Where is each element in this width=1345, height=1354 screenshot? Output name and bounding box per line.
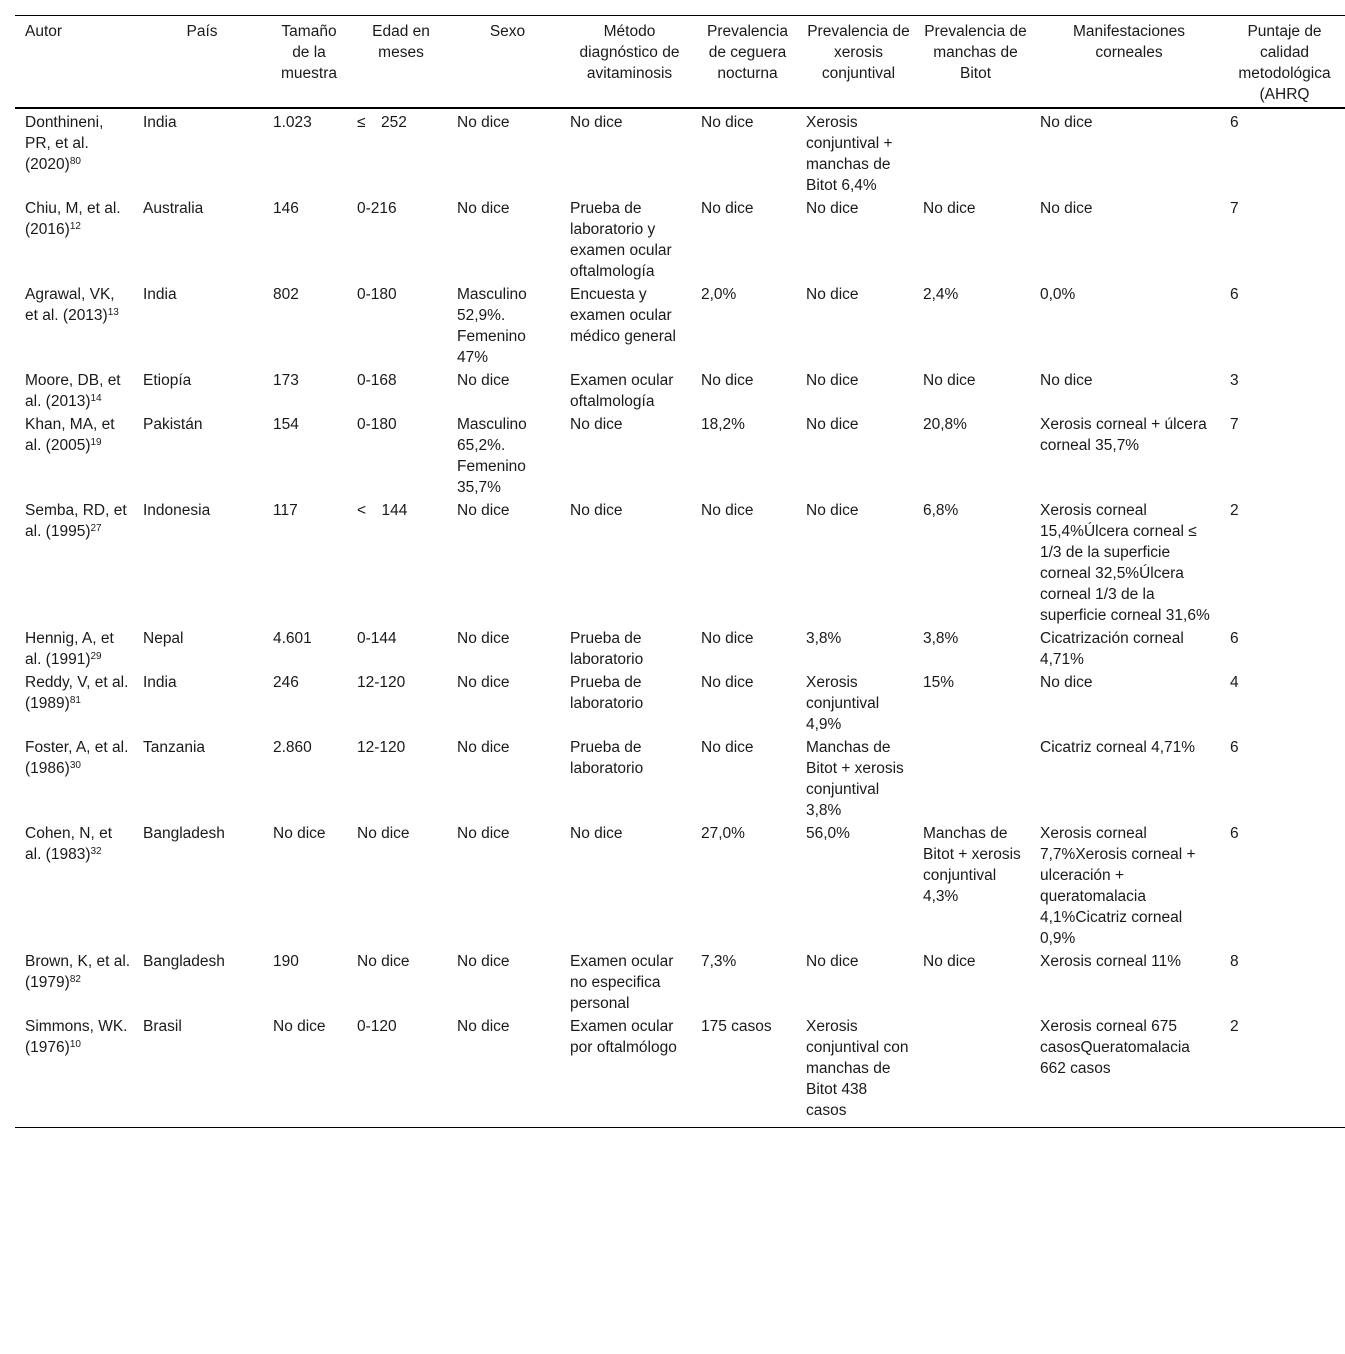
header-pais: País [137,16,267,109]
reference-number: 81 [69,695,81,706]
cell-metodo: Prueba de laboratorio [570,630,644,668]
table-row [15,498,1345,626]
cell-metodo: Examen ocular por oftalmólogo [564,1014,695,1128]
table-row [15,821,1345,949]
cell-edad: ≤ 252 [357,114,407,131]
reference-number: 32 [90,846,102,857]
cell-autor [15,626,137,670]
reference-number: 12 [69,221,81,232]
cell-ceguera: No dice [701,200,754,217]
author-name: Simmons, WK. (1976) [25,1018,128,1056]
cell-corneales: Xerosis corneal 7,7%Xerosis corneal + ulceración + queratomalacia 4,1%Cicatriz corneal 0,9% [1040,825,1196,947]
cell-metodo: Encuesta y examen ocular médico general [570,286,676,345]
cell-ahrq: 6 [1230,114,1239,131]
cell-pais: Bangladesh [143,953,225,970]
cell-edad: 0-180 [357,286,397,303]
header-corneales: Manifestaciones corneales [1034,16,1224,109]
cell-bitot: 2,4% [923,286,959,303]
cell-corneales: Xerosis corneal 11% [1040,953,1182,970]
cell-corneales: No dice [1040,200,1093,217]
cell-metodo: Examen ocular oftalmología [570,372,674,410]
cell-metodo: No dice [570,416,623,433]
author-name: Semba, RD, et al. (1995) [25,502,127,540]
cell-ahrq: 6 [1230,739,1239,756]
header-xerosis: Prevalencia de xerosis conjuntival [800,16,917,109]
cell-corneales: 0,0% [1040,286,1076,303]
cell-autor [15,412,137,498]
cell-ahrq: 6 [1230,825,1239,842]
cell-edad: 0-120 [351,1014,451,1128]
cell-autor [15,735,137,821]
reference-number: 13 [107,307,119,318]
cell-pais: Pakistán [143,416,203,433]
table-row [15,1014,1345,1128]
cell-bitot [917,108,1034,196]
header-sexo: Sexo [451,16,564,109]
cell-edad: < 144 [357,502,408,519]
cell-ceguera: 27,0% [701,825,745,842]
cell-muestra: 190 [273,953,299,970]
cell-bitot: 20,8% [923,416,967,433]
cell-autor [15,1014,137,1128]
cell-sexo: No dice [457,953,510,970]
cell-bitot: 3,8% [923,630,959,647]
cell-xerosis: Xerosis conjuntival + manchas de Bitot 6,4% [806,114,893,194]
cell-sexo: No dice [457,825,510,842]
author-name: Hennig, A, et al. (1991) [25,630,114,668]
cell-muestra: 802 [273,286,299,303]
reference-number: 14 [90,393,102,404]
table-row [15,196,1345,282]
cell-ceguera: No dice [701,372,754,389]
cell-pais: Indonesia [143,502,211,519]
cell-bitot [917,735,1034,821]
cell-autor [15,196,137,282]
cell-sexo: No dice [457,372,510,389]
cell-ahrq: 2 [1230,502,1239,519]
reference-number: 10 [69,1039,81,1050]
cell-ceguera: No dice [701,502,754,519]
cell-ahrq: 7 [1230,416,1239,433]
cell-corneales: No dice [1040,372,1093,389]
cell-muestra: 154 [273,416,299,433]
cell-ahrq: 2 [1224,1014,1345,1128]
cell-ahrq: 4 [1230,674,1239,691]
cell-bitot: No dice [923,953,976,970]
cell-ahrq: 6 [1230,630,1239,647]
cell-metodo: Prueba de laboratorio [570,739,644,777]
table-row [15,626,1345,670]
cell-edad: 0-180 [357,416,397,433]
cell-corneales: Cicatriz corneal 4,71% [1040,739,1196,756]
cell-corneales: Xerosis corneal 675 casosQueratomalacia 662 casos [1034,1014,1224,1128]
reference-number: 27 [90,523,102,534]
cell-bitot: No dice [923,200,976,217]
author-name: Cohen, N, et al. (1983) [25,825,113,863]
cell-bitot: 15% [923,674,955,691]
table-row [15,735,1345,821]
cell-edad: 12-120 [357,739,406,756]
cell-ceguera: No dice [701,674,754,691]
cell-ahrq: 8 [1230,953,1239,970]
table-body [15,108,1345,1128]
cell-xerosis: Xerosis conjuntival con manchas de Bitot 438 casos [800,1014,917,1128]
table-header [15,16,1345,109]
cell-ceguera: 2,0% [701,286,737,303]
cell-metodo: Prueba de laboratorio y examen ocular oftalmología [570,200,672,280]
table-row [15,368,1345,412]
cell-metodo: No dice [570,502,623,519]
cell-muestra: 146 [273,200,299,217]
cell-autor [15,498,137,626]
cell-muestra: 1.023 [273,114,312,131]
cell-ahrq: 3 [1230,372,1239,389]
reference-number: 30 [69,760,81,771]
cell-ceguera: No dice [701,630,754,647]
cell-sexo: No dice [457,630,510,647]
author-name: Foster, A, et al. (1986) [25,739,129,777]
cell-xerosis: 56,0% [806,825,850,842]
cell-xerosis: No dice [806,372,859,389]
cell-ceguera: No dice [701,114,754,131]
cell-xerosis: No dice [806,200,859,217]
cell-metodo: Examen ocular no especifica personal [570,953,674,1012]
table-row [15,949,1345,1014]
cell-autor [15,368,137,412]
cell-xerosis: No dice [806,286,859,303]
cell-muestra: 173 [273,372,299,389]
author-name: Chiu, M, et al. (2016) [25,200,121,238]
cell-edad: 12-120 [357,674,406,691]
cell-metodo: No dice [570,114,623,131]
cell-ceguera: No dice [701,739,754,756]
author-name: Reddy, V, et al. (1989) [25,674,129,712]
cell-xerosis: Manchas de Bitot + xerosis conjuntival 3,8% [806,739,904,819]
studies-table [15,15,1345,1128]
cell-ceguera: 18,2% [701,416,745,433]
cell-sexo: No dice [457,200,510,217]
cell-autor [15,282,137,368]
header-bitot: Prevalencia de manchas de Bitot [917,16,1034,109]
cell-pais: Australia [143,200,204,217]
header-autor: Autor [15,16,137,109]
header-metodo: Método diagnóstico de avitaminosis [564,16,695,109]
cell-metodo: No dice [570,825,623,842]
cell-muestra: 246 [273,674,299,691]
cell-muestra: No dice [267,1014,351,1128]
cell-pais: Nepal [143,630,184,647]
cell-corneales: Xerosis corneal + úlcera corneal 35,7% [1040,416,1207,454]
cell-autor [15,108,137,196]
cell-edad: No dice [357,825,410,842]
cell-edad: No dice [357,953,410,970]
author-name: Brown, K, et al. (1979) [25,953,131,991]
author-name: Khan, MA, et al. (2005) [25,416,115,454]
cell-bitot [917,1014,1034,1128]
reference-number: 80 [69,156,81,167]
cell-muestra: 2.860 [273,739,312,756]
cell-edad: 0-144 [357,630,397,647]
cell-pais: Bangladesh [143,825,225,842]
cell-muestra: 4.601 [273,630,312,647]
cell-metodo: Prueba de laboratorio [570,674,644,712]
cell-autor [15,821,137,949]
reference-number: 82 [69,974,81,985]
author-name: Moore, DB, et al. (2013) [25,372,121,410]
cell-ahrq: 7 [1230,200,1239,217]
cell-autor [15,949,137,1014]
cell-corneales: No dice [1040,114,1093,131]
table-row [15,670,1345,735]
cell-sexo: No dice [457,502,510,519]
cell-bitot: 6,8% [923,502,959,519]
cell-sexo: Masculino 52,9%. Femenino 47% [457,286,527,366]
cell-edad: 0-216 [357,200,397,217]
author-name: Agrawal, VK, et al. (2013) [25,286,115,324]
reference-number: 19 [90,437,102,448]
table-row [15,108,1345,196]
cell-corneales: Cicatrización corneal 4,71% [1040,630,1184,668]
cell-sexo: No dice [457,674,510,691]
cell-ahrq: 6 [1230,286,1239,303]
cell-sexo: No dice [451,1014,564,1128]
cell-xerosis: Xerosis conjuntival 4,9% [806,674,880,733]
cell-corneales: Xerosis corneal 15,4%Úlcera corneal ≤ 1/3 de la superficie corneal 32,5%Úlcera corneal 1/3 de la superficie corneal 31,6% [1040,502,1213,624]
cell-corneales: No dice [1040,674,1093,691]
reference-number: 29 [90,651,102,662]
cell-edad: 0-168 [357,372,397,389]
cell-xerosis: 3,8% [806,630,842,647]
header-ahrq: Puntaje de calidad metodológica (AHRQ [1224,16,1345,109]
table-row [15,282,1345,368]
header-ceguera: Prevalencia de ceguera nocturna [695,16,800,109]
cell-xerosis: No dice [806,502,859,519]
studies-table-container [15,15,1345,1128]
cell-pais: India [143,114,177,131]
cell-xerosis: No dice [806,953,859,970]
cell-pais: Tanzania [143,739,206,756]
cell-autor [15,670,137,735]
cell-pais: Brasil [137,1014,267,1128]
cell-sexo: No dice [457,739,510,756]
header-edad: Edad en meses [351,16,451,109]
header-tamano-muestra: Tamaño de la muestra [267,16,351,109]
cell-bitot: Manchas de Bitot + xerosis conjuntival 4,3% [923,825,1021,905]
cell-pais: India [143,286,177,303]
table-row [15,412,1345,498]
cell-muestra: 117 [273,502,298,519]
cell-pais: Etiopía [143,372,192,389]
cell-sexo: No dice [457,114,510,131]
cell-ceguera: 7,3% [701,953,737,970]
cell-xerosis: No dice [806,416,859,433]
cell-bitot: No dice [923,372,976,389]
cell-sexo: Masculino 65,2%. Femenino 35,7% [457,416,527,496]
cell-pais: India [143,674,177,691]
cell-ceguera: 175 casos [695,1014,800,1128]
cell-muestra: No dice [273,825,326,842]
author-name: Donthineni, PR, et al. (2020) [25,114,104,173]
